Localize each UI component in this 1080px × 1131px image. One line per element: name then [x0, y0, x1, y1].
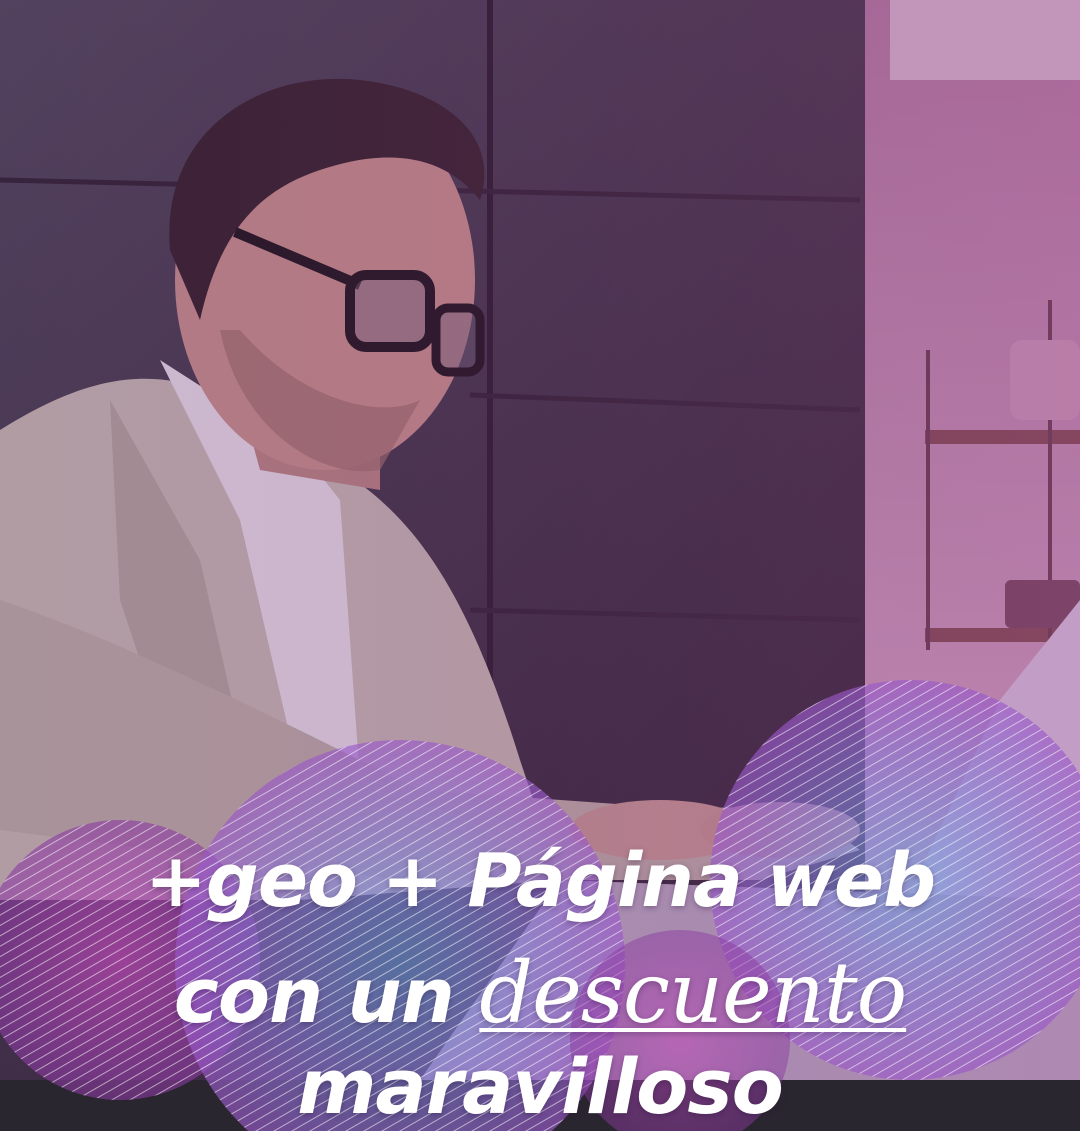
promo-headline-line2 [0, 944, 1080, 1131]
promo-headline-line1 [0, 838, 1080, 924]
headline-end: maravilloso [297, 1042, 783, 1131]
headline-text: +geo + Página web [144, 838, 936, 924]
headline-start: con un [173, 951, 454, 1040]
headline-script-word: descuento [479, 944, 907, 1042]
